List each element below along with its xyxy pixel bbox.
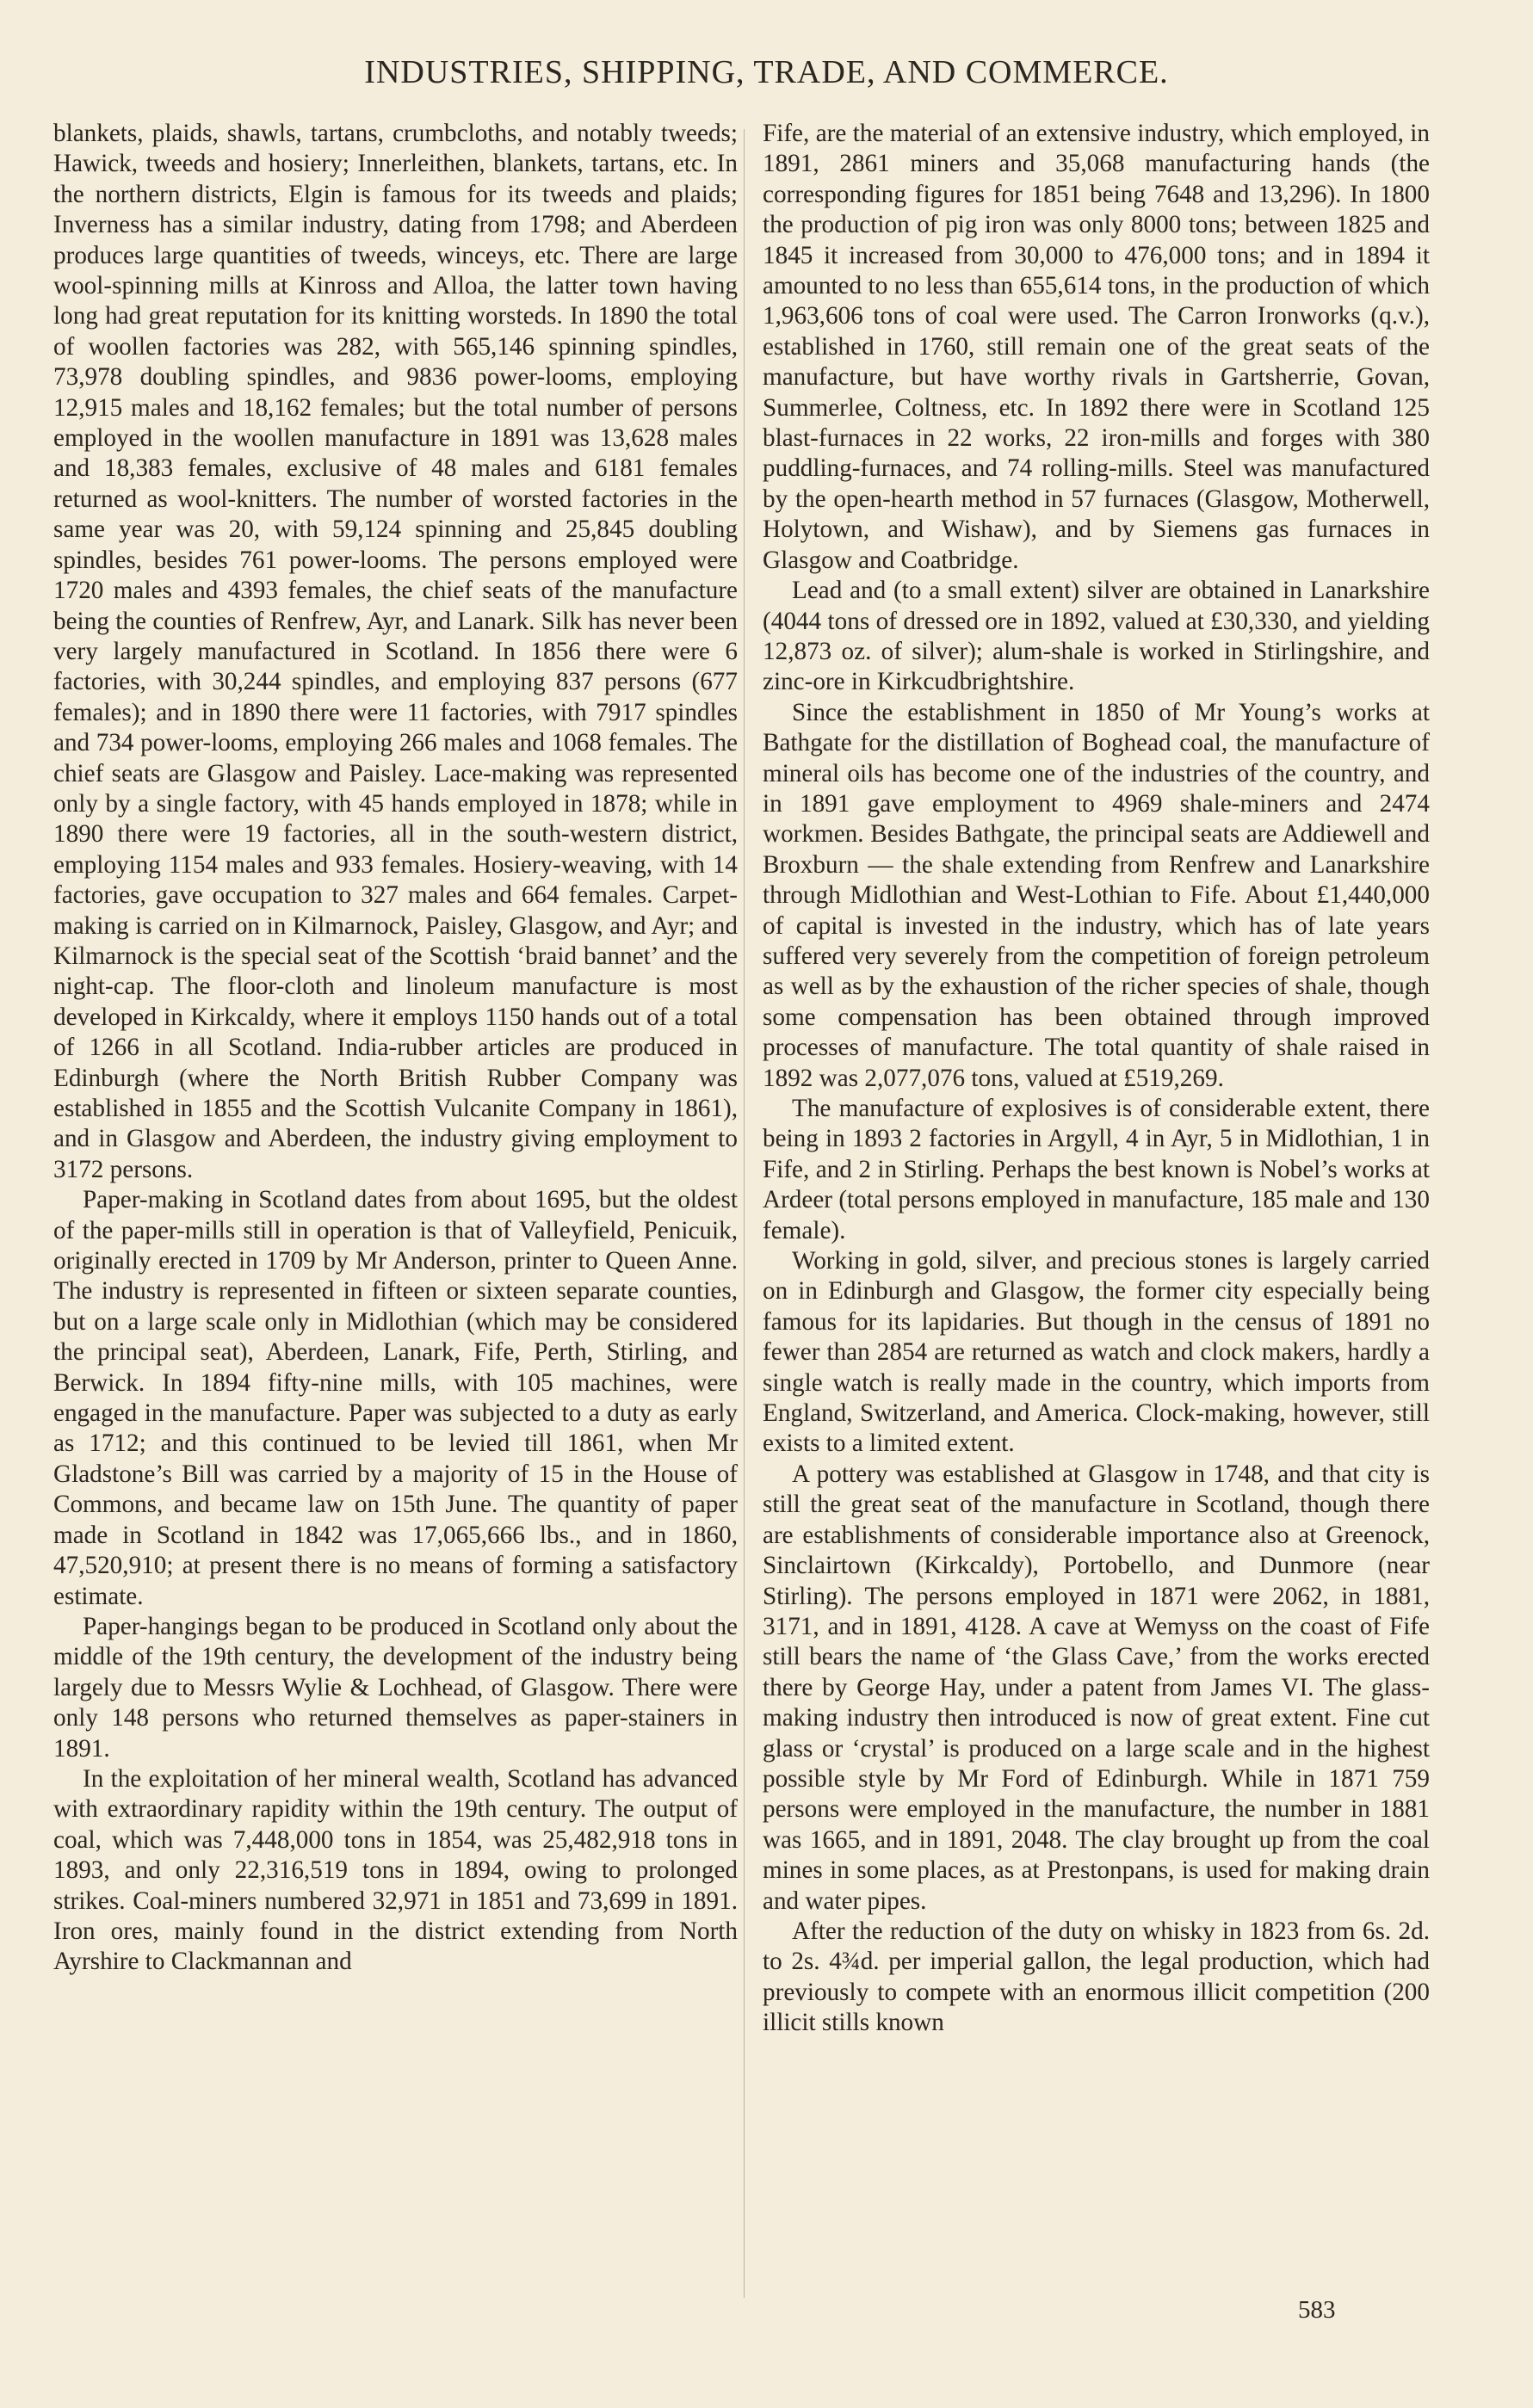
column-divider	[744, 129, 745, 2298]
paragraph: Fife, are the material of an extensive industry, which employed, in 1891, 2861 miners and 35,068 manufacturing hands (the corresponding figures for 1851 being 7648 and 13,296). In 1800 the production of pig iron was only 8000 tons; between 1825 and 1845 it increased from 30,000 to 476,000 tons; and in 1894 it amounted to no less than 655,614 tons, in the production of which 1,963,606 tons of coal were used. The Carron Ironworks (q.v.), established in 1760, still remain one of the great seats of the manufacture, but have worthy rivals in Gartsherrie, Govan, Summerlee, Coltness, etc. In 1892 there were in Scotland 125 blast-furnaces in 22 works, 22 iron-mills and forges with 380 puddling-furnaces, and 74 rolling-mills. Steel was manufactured by the open-hearth method in 57 furnaces (Glasgow, Motherwell, Holytown, and Wishaw), and by Siemens gas furnaces in Glasgow and Coatbridge.	[763, 120, 1430, 574]
paragraph: Working in gold, silver, and precious stones is largely carried on in Edinburgh and Glasgow, the former city especially being famous for its lapidaries. But though in the census of 1891 no fewer than 2854 are returned as watch and clock makers, hardly a single watch is really made in the country, which imports from England, Switzerland, and America. Clock-making, however, still exists to a limited extent.	[763, 1247, 1430, 1458]
paragraph: Paper-hangings began to be produced in Scotland only about the middle of the 19th century, the development of the industry being largely due to Messrs Wylie & Lochhead, of Glasgow. There were only 148 persons who returned themselves as paper-stainers in 1891.	[53, 1612, 738, 1763]
page-number: 583	[1298, 2296, 1336, 2324]
left-column	[53, 119, 738, 1978]
paragraph: Lead and (to a small extent) silver are obtained in Lanarkshire (4044 tons of dressed ore in 1892, valued at £30,330, and yielding 12,873 oz. of silver); alum-shale is worked in Stirlingshire, and zinc-ore in Kirkcudbrightshire.	[763, 577, 1430, 696]
paragraph: The manufacture of explosives is of considerable extent, there being in 1893 2 factories in Argyll, 4 in Ayr, 5 in Midlothian, 1 in Fife, and 2 in Stirling. Perhaps the best known is Nobel’s works at Ardeer (total persons employed in manufacture, 185 male and 130 female).	[763, 1095, 1430, 1244]
paragraph: Paper-making in Scotland dates from about 1695, but the oldest of the paper-mills still in operation is that of Valleyfield, Penicuik, originally erected in 1709 by Mr Anderson, printer to Queen Anne. The industry is represented in fifteen or sixteen separate counties, but on a large scale only in Midlothian (which may be considered the principal seat), Aberdeen, Lanark, Fife, Perth, Stirling, and Berwick. In 1894 fifty-nine mills, with 105 machines, were engaged in the manufacture. Paper was subjected to a duty as early as 1712; and this continued to be levied till 1861, when Mr Gladstone’s Bill was carried by a majority of 15 in the House of Commons, and became law on 15th June. The quantity of paper made in Scotland in 1842 was 17,065,666 lbs., and in 1860, 47,520,910; at present there is no means of forming a satisfactory estimate.	[53, 1186, 738, 1610]
paragraph: blankets, plaids, shawls, tartans, crumbcloths, and notably tweeds; Hawick, tweeds and hosiery; Innerleithen, blankets, tartans, etc. In the northern districts, Elgin is famous for its tweeds and plaids; Inverness has a similar industry, dating from 1798; and Aberdeen produces large quantities of tweeds, winceys, etc. There are large wool-spinning mills at Kinross and Alloa, the latter town having long had great reputation for its knitting worsteds. In 1890 the total of woollen factories was 282, with 565,146 spinning spindles, 73,978 doubling spindles, and 9836 power-looms, employing 12,915 males and 18,162 females; but the total number of persons employed in the woollen manufacture in 1891 was 13,628 males and 18,383 females, exclusive of 48 males and 6181 females returned as wool-knitters. The number of worsted factories in the same year was 20, with 59,124 spinning and 25,845 doubling spindles, besides 761 power-looms. The persons employed were 1720 males and 4393 females, the chief seats of the manufacture being the counties of Renfrew, Ayr, and Lanark. Silk has never been very largely manufactured in Scotland. In 1856 there were 6 factories, with 30,244 spindles, and employing 837 persons (677 females); and in 1890 there were 11 factories, with 7917 spindles and 734 power-looms, employing 266 males and 1068 females. The chief seats are Glasgow and Paisley. Lace-making was represented only by a single factory, with 45 hands employed in 1878; while in 1890 there were 19 factories, all in the south-western district, employing 1154 males and 933 females. Hosiery-weaving, with 14 factories, gave occupation to 327 males and 664 females. Carpet-making is carried on in Kilmarnock, Paisley, Glasgow, and Ayr; and Kilmarnock is the special seat of the Scottish ‘braid bannet’ and the night-cap. The floor-cloth and linoleum manufacture is most developed in Kirkcaldy, where it employs 1150 hands out of a total of 1266 in all Scotland. India-rubber articles are produced in Edinburgh (where the North British Rubber Company was established in 1855 and the Scottish Vulcanite Company in 1861), and in Glasgow and Aberdeen, the industry giving employment to 3172 persons.	[53, 120, 738, 1183]
paragraph: Since the establishment in 1850 of Mr Young’s works at Bathgate for the distillation of Boghead coal, the manufacture of mineral oils has become one of the industries of the country, and in 1891 gave employment to 4969 shale-miners and 2474 workmen. Besides Bathgate, the principal seats are Addiewell and Broxburn — the shale extending from Renfrew and Lanarkshire through Midlothian and West-Lothian to Fife. About £1,440,000 of capital is invested in the industry, which has of late years suffered very severely from the competition of foreign petroleum as well as by the exhaustion of the richer species of shale, though some compensation has been obtained through improved processes of manufacture. The total quantity of shale raised in 1892 was 2,077,076 tons, valued at £519,269.	[763, 698, 1430, 1092]
paragraph: In the exploitation of her mineral wealth, Scotland has advanced with extraordinary rapidity within the 19th century. The output of coal, which was 7,448,000 tons in 1854, was 25,482,918 tons in 1893, and only 22,316,519 tons in 1894, owing to prolonged strikes. Coal-miners numbered 32,971 in 1851 and 73,699 in 1891. Iron ores, mainly found in the district extending from North Ayrshire to Clackmannan and	[53, 1764, 738, 1976]
right-column	[763, 119, 1430, 2039]
paragraph: After the reduction of the duty on whisky in 1823 from 6s. 2d. to 2s. 4¾d. per imperial gallon, the legal production, which had previously to compete with an enormous illicit competition (200 illicit stills known	[763, 1917, 1430, 2037]
paragraph: A pottery was established at Glasgow in 1748, and that city is still the great seat of the manufacture in Scotland, though there are establishments of considerable importance also at Greenock, Sinclairtown (Kirkcaldy), Portobello, and Dunmore (near Stirling). The persons employed in 1871 were 2062, in 1881, 3171, and in 1891, 4128. A cave at Wemyss on the coast of Fife still bears the name of ‘the Glass Cave,’ from the works erected there by George Hay, under a patent from James VI. The glass-making industry then introduced is now of great extent. Fine cut glass or ‘crystal’ is produced on a large scale and in the highest possible style by Mr Ford of Edinburgh. While in 1871 759 persons were employed in the manufacture, the number in 1881 was 1665, and in 1891, 2048. The clay brought up from the coal mines in some places, as at Prestonpans, is used for making drain and water pipes.	[763, 1460, 1430, 1915]
running-title: INDUSTRIES, SHIPPING, TRADE, AND COMMERCE.	[364, 54, 1169, 90]
